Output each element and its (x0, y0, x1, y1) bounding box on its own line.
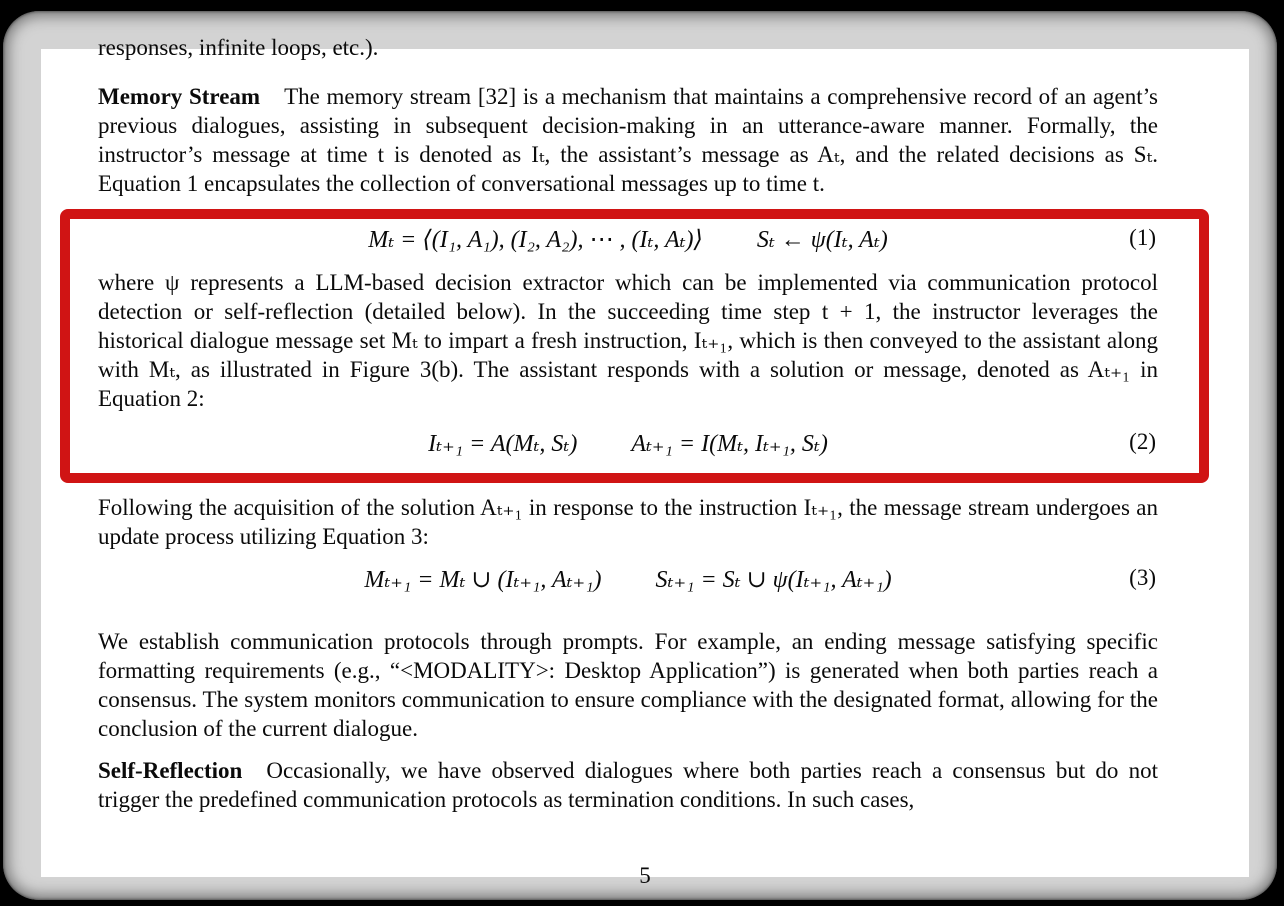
paragraph-heading-memory-stream: Memory Stream (98, 84, 261, 109)
equation-2-right: Aₜ₊₁ = I(Mₜ, Iₜ₊₁, Sₜ) (631, 431, 828, 457)
equation-3 (98, 565, 1158, 601)
equation-2 (98, 429, 1158, 465)
paragraph-body-following: Following the acquisition of the solution Aₜ₊₁ in response to the instruction Iₜ₊₁, the message stream undergoes an update process utilizing Equation 3: (98, 495, 1158, 549)
equation-2-number: (2) (1129, 429, 1156, 454)
clipped-top-line: responses, infinite loops, etc.). (98, 35, 379, 60)
paragraph-self-reflection (98, 756, 1158, 814)
paragraph-memory-stream (98, 82, 1158, 198)
paragraph-following (98, 493, 1158, 551)
page-number: 5 (639, 863, 651, 888)
paragraph-body-memory-stream: The memory stream [32] is a mechanism that maintains a comprehensive record of an agent’s previous dialogues, assisting in subsequent decision-making in an utterance-aware manner. Formally, the instructor’s message at time t is denoted as Iₜ, the assistant’s message as Aₜ, and the related decisions as Sₜ. Equation 1 encapsulates the collection of conversational messages up to time t. (98, 84, 1158, 196)
equation-2-left: Iₜ₊₁ = A(Mₜ, Sₜ) (428, 431, 578, 457)
equation-1-number: (1) (1129, 225, 1156, 250)
paragraph-heading-self-reflection: Self-Reflection (98, 758, 243, 783)
document-window (3, 11, 1277, 900)
paragraph-body-protocols: We establish communication protocols through prompts. For example, an ending message satisfying specific formatting requirements (e.g., “<MODALITY>: Desktop Application”) is generated when both parties reach a consensus. The system monitors communication to ensure compliance with the designated format, allowing for the conclusion of the current dialogue. (98, 629, 1158, 741)
equation-1-left: Mₜ = ⟨(I₁, A₁), (I₂, A₂), ⋯ , (Iₜ, Aₜ)⟩ (368, 227, 703, 253)
paragraph-body-self-reflection: Occasionally, we have observed dialogues where both parties reach a consensus but do not trigger the predefined communication protocols as termination conditions. In such cases, (98, 758, 1158, 812)
equation-1-right: Sₜ ← ψ(Iₜ, Aₜ) (756, 227, 888, 253)
equation-3-right: Sₜ₊₁ = Sₜ ∪ ψ(Iₜ₊₁, Aₜ₊₁) (655, 567, 892, 593)
equation-1 (98, 225, 1158, 261)
equation-3-number: (3) (1129, 565, 1156, 590)
paragraph-where-psi (98, 268, 1158, 413)
paragraph-body-where-psi: where ψ represents a LLM-based decision extractor which can be implemented via communication protocol detection or self-reflection (detailed below). In the succeeding time step t + 1, the instructor leverages the historical dialogue message set Mₜ to impart a fresh instruction, Iₜ₊₁, which is then conveyed to the assistant along with Mₜ, as illustrated in Figure 3(b). The assistant responds with a solution or message, denoted as Aₜ₊₁ in Equation 2: (98, 270, 1158, 411)
paragraph-protocols (98, 627, 1158, 743)
equation-3-left: Mₜ₊₁ = Mₜ ∪ (Iₜ₊₁, Aₜ₊₁) (364, 567, 602, 593)
paper-page (41, 35, 1249, 888)
